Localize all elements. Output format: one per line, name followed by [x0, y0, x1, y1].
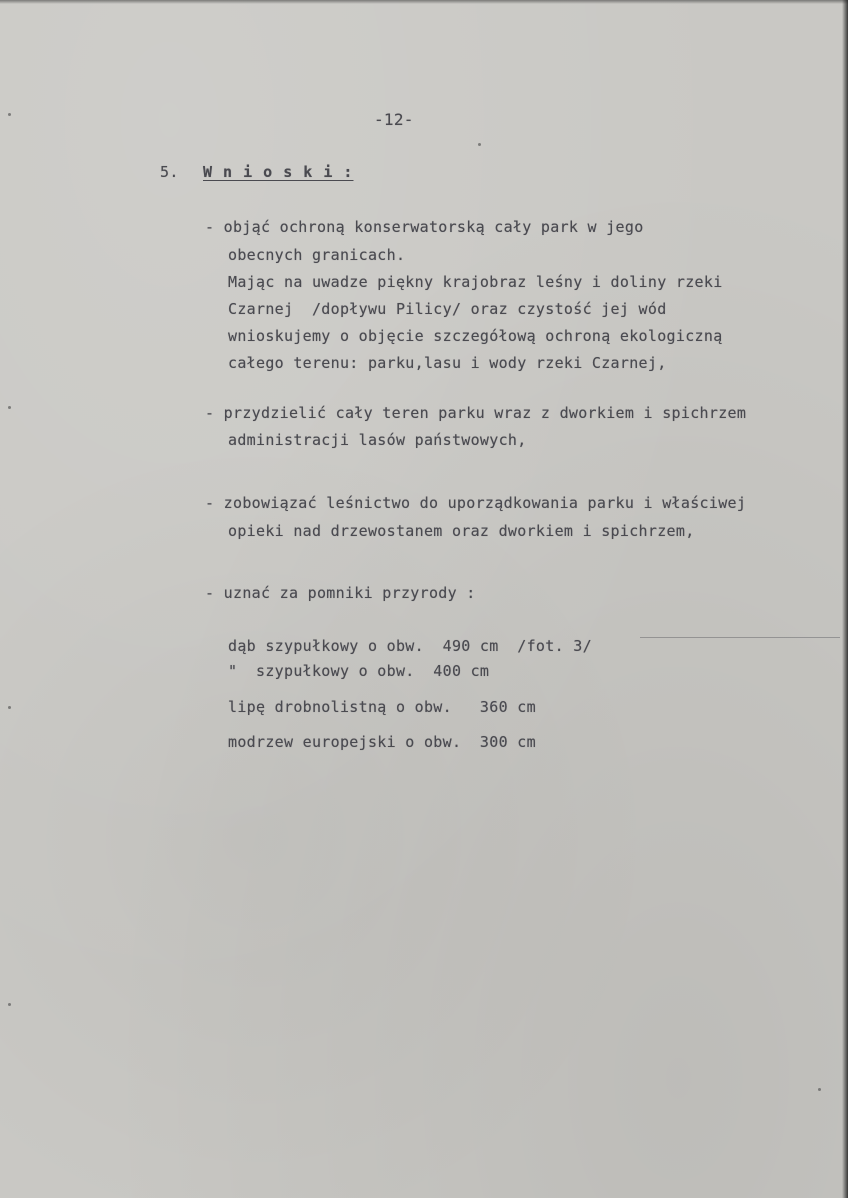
paragraph-line: - objąć ochroną konserwatorską cały park w jego — [205, 218, 644, 236]
page-top-edge-shadow — [0, 0, 848, 4]
ink-speck — [818, 1088, 821, 1091]
paragraph-line: - zobowiązać leśnictwo do uporządkowania parku i właściwej — [205, 494, 747, 512]
ink-speck — [8, 113, 11, 116]
stray-rule — [640, 637, 840, 638]
page-right-edge-shadow — [842, 0, 848, 1198]
monument-line: " szypułkowy o obw. 400 cm — [228, 662, 490, 680]
paragraph-line: całego terenu: parku,lasu i wody rzeki Czarnej, — [228, 354, 667, 372]
paragraph-line: Czarnej /dopływu Pilicy/ oraz czystość jej wód — [228, 300, 667, 318]
paragraph-line: wnioskujemy o objęcie szczegółową ochroną ekologiczną — [228, 327, 723, 345]
ink-speck — [8, 406, 11, 409]
paragraph-line: - przydzielić cały teren parku wraz z dworkiem i spichrzem — [205, 404, 747, 422]
section-title: W n i o s k i : — [203, 163, 354, 181]
section-number: 5. — [160, 163, 179, 181]
monument-line: dąb szypułkowy o obw. 490 cm /fot. 3/ — [228, 637, 592, 655]
paragraph-line: - uznać za pomniki przyrody : — [205, 584, 476, 602]
ink-speck — [8, 706, 11, 709]
monument-line: lipę drobnolistną o obw. 360 cm — [228, 698, 536, 716]
paragraph-line: Mając na uwadze piękny krajobraz leśny i doliny rzeki — [228, 273, 723, 291]
page-number: -12- — [374, 110, 414, 129]
ink-speck — [478, 143, 481, 146]
paragraph-line: opieki nad drzewostanem oraz dworkiem i spichrzem, — [228, 522, 695, 540]
ink-speck — [8, 1003, 11, 1006]
monument-line: modrzew europejski o obw. 300 cm — [228, 733, 536, 751]
paragraph-line: administracji lasów państwowych, — [228, 431, 527, 449]
paragraph-line: obecnych granicach. — [228, 246, 406, 264]
